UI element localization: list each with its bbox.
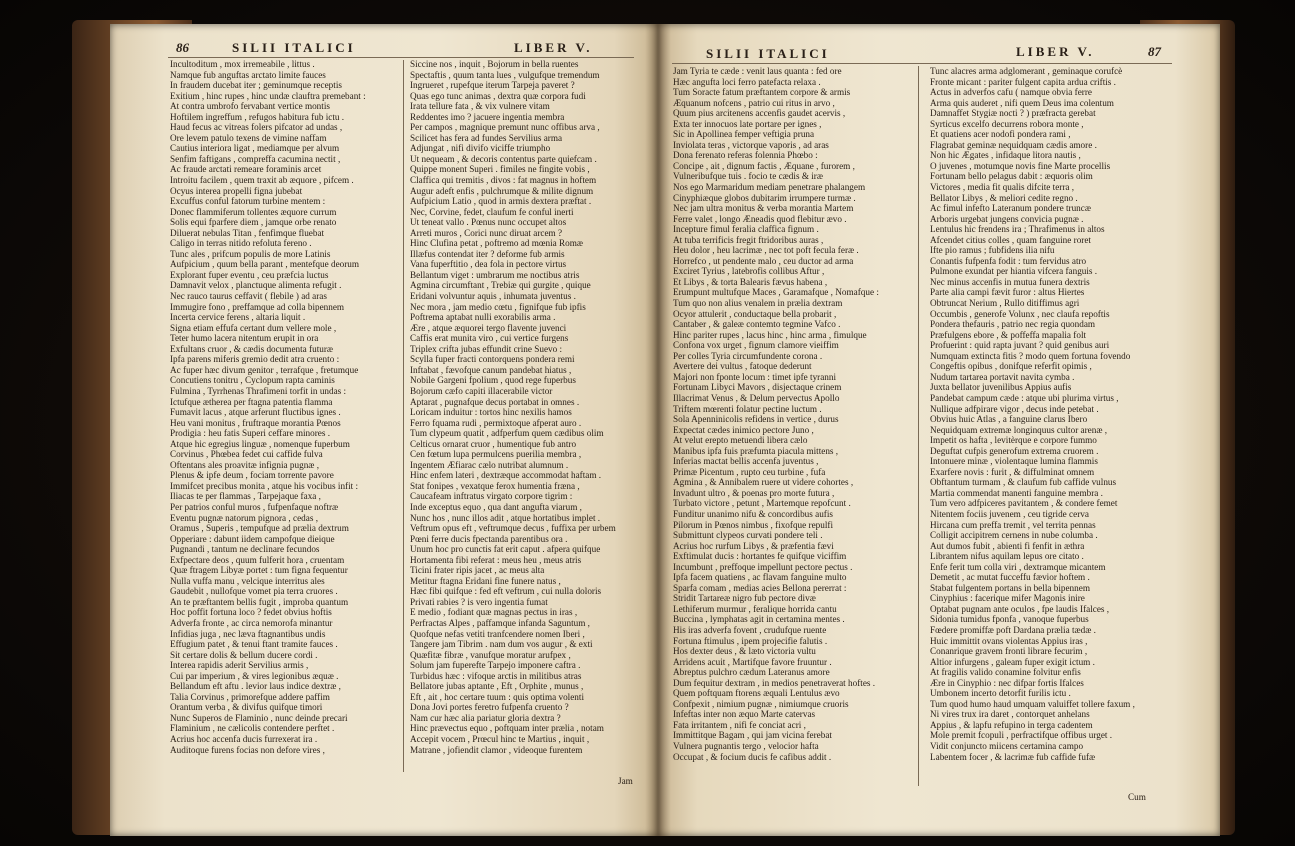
verse-line: Tum clypeum quatit , adfperfum quem cædibus olim	[410, 428, 604, 439]
left-page-number: 86	[176, 40, 189, 55]
right-catchword: Cum	[1128, 792, 1146, 802]
verse-line: Signa etiam effufa certant dum vellere mole ,	[170, 322, 337, 333]
verse-line: Mole premit fcopuli , perfractifque offibus urget .	[930, 730, 1113, 741]
verse-line: Occupat , & focium ducis fe cafibus addit .	[673, 751, 832, 762]
verse-line: Dum fequitur dextram , in medios penetraverat hoftes .	[673, 677, 876, 688]
verse-line: Ipfa parens miferis gremio dedit atra cruento :	[170, 354, 340, 365]
verse-line: Concipe , ait , dignum factis , Æquane , furorem ,	[673, 160, 855, 171]
verse-line: Nec, Corvine, fedet, claufum fe conful inerti	[410, 206, 574, 217]
verse-line: Enfe ferit tum colla viri , dextramque micantem	[930, 561, 1106, 572]
verse-line: Celticus ornarat cruor , humentique fub antro	[410, 438, 577, 449]
verse-line: Exftimulat ducis : hortantes fe quifque viciffim	[673, 551, 847, 562]
verse-line: Exarfere novis : furit , & diffulminat omnem	[930, 466, 1095, 477]
verse-line: Sic in Apollinea femper veftigia pruna	[673, 129, 815, 140]
verse-line: Cen fœtum lupa permulcens puerilia membra ,	[410, 449, 582, 460]
verse-line: Cantaber , & galeæ contemto tegmine Vafco .	[673, 319, 841, 330]
verse-line: Fronte micant : pariter fulgent capita ardua criftis .	[930, 76, 1116, 87]
verse-line: Auditoque furens focias non defore vires ,	[170, 744, 325, 755]
verse-line: Quippe monent Superi . fimiles ne fingite vobis ,	[410, 164, 590, 175]
verse-line: Et quatiens acer nodofi pondera rami ,	[930, 129, 1071, 140]
verse-line: Numquam extincta fitis ? modo quem fortuna fovendo	[930, 350, 1131, 361]
verse-line: Appius , & lapfu refupino in terga cadentem	[930, 719, 1093, 730]
verse-line: Pilorum in Pœnos nimbus , fixofque repulfi	[673, 519, 834, 530]
verse-line: At velut erepto metuendi libera cælo	[673, 435, 808, 446]
verse-line: Incumbunt , preffoque impellunt pectore pectus .	[673, 561, 853, 572]
verse-line: Ut teneat vallo . Pœnus nunc occupet altos	[410, 217, 567, 228]
verse-line: Tunc alacres arma adglomerant , geminaque corufcè	[930, 66, 1123, 76]
right-running-head-right: LIBER V.	[1016, 44, 1095, 59]
verse-line: Heu vani monitus , fruftraque morantia Pœnos	[170, 417, 341, 428]
verse-line: Buccina , lymphatas agit in certamina mentes .	[673, 614, 845, 625]
verse-line: Fœdere promiffæ poft Dardana prælia tædæ .	[930, 624, 1096, 635]
right-page-number: 87	[1148, 44, 1161, 59]
verse-line: Aut dumos fubit , abienti fi fenfit in æthra	[930, 540, 1085, 551]
verse-line: Quas ego tunc animas , dextra quæ corpora fudi	[410, 90, 586, 101]
verse-line: Quum pius arcitenens accenfis gaudet acervis ,	[673, 108, 846, 119]
verse-line: Primæ Picentum , rupto ceu turbine , fufa	[673, 466, 826, 477]
verse-line: Stabat fulgentem portans in bella bipennem	[930, 582, 1090, 593]
verse-line: Ut nequeam , & decoris contentus parte quiefcam .	[410, 153, 597, 164]
verse-line: Tum vero adfpiceres pavitantem , & condere femet	[930, 498, 1118, 509]
verse-line: Ære in Cinyphio : nec difpar fortis Ifalces	[930, 677, 1084, 688]
verse-line: Agmina , & Annibalem ruere ut videre cohortes ,	[673, 477, 854, 488]
verse-line: Pondera thefauris , patrio nec regia quondam	[930, 319, 1096, 330]
verse-line: Exta ter innocuos late portare per ignes ,	[673, 118, 822, 129]
verse-line: Nunc Superos de Flaminio , nunc deinde precari	[170, 712, 348, 723]
verse-line: Quæfitæ fibræ , vanufque moratur arufpex ,	[410, 649, 571, 660]
verse-line: Privati rabies ? is vero ingentia fumat	[410, 596, 548, 607]
verse-line: Nequidquam extremæ longinquus cultor arenæ ,	[930, 424, 1108, 435]
verse-line: Fumavit lacus , atque arferunt fluctibus ignes .	[170, 407, 341, 418]
verse-line: Caucafeam inftratus virgato corpore tigrim :	[410, 491, 573, 502]
verse-line: Eridani volvuntur aquis , inhumata juventus .	[410, 291, 576, 302]
verse-line: Intonuere minæ , violentaque lumina flammis	[930, 456, 1098, 467]
verse-line: Ipfa facem quatiens , ac flavam fanguine multo	[673, 572, 847, 583]
verse-line: Inde exceptus equo , qua dant angufta viarum ,	[410, 501, 582, 512]
verse-line: Oramus , Superis , tempufque ad prælia dextrum	[170, 523, 349, 534]
verse-line: Profuerint : quid rapta juvant ? quid genibus auri	[930, 340, 1110, 351]
verse-line: Lethiferum murmur , feralique horrida cantu	[673, 603, 837, 614]
verse-line: Heu dolor , heu lacrimæ , nec tot poft fecula feræ .	[673, 245, 859, 256]
verse-line: Talia Corvinus , primorefque addere paffim	[170, 691, 330, 702]
verse-line: Nec mora , jam medio cœtu , fignifque fub ipfis	[410, 301, 586, 312]
verse-line: Claffica qui tremitis , divos : fat magnus in hoftem	[410, 175, 597, 186]
verse-line: Metitur ftagna Eridani fine funere natus ,	[410, 575, 561, 586]
verse-line: Ictufque ætherea per ftagna patentia flamma	[170, 396, 333, 407]
verse-line: Quofque nefas vetiti tranfcendere nomen Iberi ,	[410, 628, 585, 639]
verse-line: Diluerat nebulas Titan , fenfimque fluebat	[170, 227, 325, 238]
verse-line: Accepit vocem , Prœcul hinc te Martius , inquit ,	[410, 734, 590, 744]
verse-line: Scylla fuper fracti contorquens pondera remi	[410, 354, 575, 365]
verse-line: Cinyphiæque globos dubitarim irrumpere turmæ .	[673, 192, 856, 203]
verse-line: His iras adverfa fovent , crudufque ruente	[673, 624, 827, 635]
verse-line: Aptarat , pugnafque decus portabat in omnes .	[410, 396, 580, 407]
verse-line: Nullique adfpirare vigor , decus inde petebat .	[930, 403, 1099, 414]
verse-line: Ingentem Æfiarac cælo nutribat alumnum .	[410, 459, 569, 470]
verse-line: Conanrique gravem fronti librare fecurim ,	[930, 646, 1088, 657]
verse-line: Labentem focer , & lacrimæ fub caffide fufæ	[930, 751, 1096, 762]
verse-line: Bellator Libys , & meliori cedite regno .	[930, 192, 1078, 203]
verse-line: Occumbis , generofe Volunx , nec claufa repoftis	[930, 308, 1110, 319]
verse-line: Matrane , jofiendit clamor , videoque furentem	[410, 744, 583, 755]
verse-line: Conantis fufpenfa fodit : tum fervidus atro	[930, 255, 1087, 266]
verse-line: Nunc hos , nunc illos adit , atque hortatibus implet .	[410, 512, 601, 523]
verse-line: Ocyus interea propelli figna jubebat	[170, 185, 303, 196]
verse-line: Stat fonipes , vexatque ferox humentia fræna ,	[410, 480, 580, 491]
verse-line: Agmina circumftant , Trebiæ qui gurgite , quique	[410, 280, 591, 291]
verse-line: Exciret Tyrius , latebrofis collibus Aftur ,	[673, 266, 825, 277]
verse-line: Triftem mœrenti folatur pectine luctum .	[673, 403, 822, 414]
verse-line: Adverfa fronte , ac circa nemorofa minantur	[170, 617, 333, 628]
verse-line: E medio , fodiant quæ magnas pectus in iras ,	[410, 607, 578, 618]
verse-line: Per patrios conful muros , fufpenfaque noftræ	[170, 501, 339, 512]
verse-line: Spectaftis , quum tanta lues , vulgufque tremendum	[410, 69, 600, 80]
verse-line: Eventu pugnæ natorum pignora , cedas ,	[170, 512, 318, 523]
verse-line: Senfim faftigans , compreffa cacumina nectit ,	[170, 153, 341, 164]
verse-line: Tunc ales , prifcum populis de more Latinis	[170, 248, 331, 259]
verse-line: Haud fecus ac vitreas folers pifcator ad undas ,	[170, 122, 343, 133]
verse-line: Jam Tyria te cæde : venit laus quanta : fed ore	[673, 66, 842, 76]
verse-line: Orantum verba , & divifus quifque timori	[170, 702, 323, 713]
verse-line: Flagrabat geminæ nequidquam cædis amore .	[930, 139, 1097, 150]
verse-line: Aufpicium , quum bella parant , mentefque deorum	[170, 259, 360, 270]
verse-line: Sidonia tumidus fponfa , vanoque fuperbus	[930, 614, 1089, 625]
verse-line: Gaudebit , nullofque vomet pia terra cruores .	[170, 586, 338, 597]
verse-line: Stridit Tartareæ nigro fub pectore divæ	[673, 593, 816, 604]
verse-line: Incepture fimul feralia claffica fignum .	[673, 224, 819, 235]
verse-line: Manibus ipfa fuis præfumta piacula mittens ,	[673, 445, 839, 456]
verse-line: Colligit accipitrem cernens in nube columba .	[930, 530, 1098, 541]
verse-line: Nos ego Marmaridum mediam penetrare phalangem	[673, 182, 866, 193]
verse-line: Augur adeft enfis , pulchrumque & milite dignum	[410, 185, 594, 196]
verse-line: In fraudem ducebat iter ; geminumque receptis	[170, 80, 342, 91]
verse-line: Actus in adverfos cafu ( namque obvia ferre	[930, 87, 1092, 98]
verse-line: Obvius huic Atlas , a fanguine clarus Ibero	[930, 414, 1088, 425]
verse-line: Præfulgens ebore , & poffeffa mapalia folt	[930, 329, 1087, 340]
verse-line: Afcendet citius colles , quam fanguine roret	[930, 234, 1091, 245]
verse-line: Submittunt clypeos curvati pondere teli .	[673, 530, 823, 541]
verse-line: Expectat cædes inimico pectore Juno ,	[673, 424, 814, 435]
verse-line: Poftrema aptabat nulli exorabilis arma .	[410, 312, 556, 323]
verse-line: Explorant fuper eventu , ceu præfcia luctus	[170, 269, 329, 280]
verse-line: Exfpectare deos , quum fulferit hora , cruentam	[170, 554, 345, 565]
verse-line: Quem poftquam ftorens æquali Lentulus ævo	[673, 688, 840, 699]
verse-line: An te præftantem bellis fugit , improba quantum	[170, 596, 349, 607]
verse-line: Teter humo lacera nitentum erupit in ora	[170, 333, 319, 344]
verse-line: Damnaffet Stygiæ nocti ? ) præfracta gerebat	[930, 108, 1096, 119]
verse-line: Non hic Ægates , infidaque litora nautis ,	[930, 150, 1081, 161]
verse-line: Perfractas Alpes , paffamque infanda Saguntum ,	[410, 617, 590, 628]
verse-line: Bellatore jubas aptante , Eft , Orphite , munus ,	[410, 681, 584, 692]
verse-line: Quæ ftragem Libyæ portet : tum figna fequentur	[170, 565, 348, 576]
verse-line: Vana fuperftitio , dea fola in pectore virtus	[410, 259, 567, 270]
verse-line: Dona ferenato referas folennia Phœbo :	[673, 150, 818, 161]
verse-line: Ifte pio ramus ; fubfidens ilia nifu	[930, 245, 1055, 256]
verse-line: Per campos , magnique premunt nunc offibus arva ,	[410, 122, 600, 133]
verse-line: Pœni ferre ducis fpectanda parentibus ora .	[410, 533, 568, 544]
verse-line: Confona vox urget , fignum clamore vieiffim	[673, 340, 839, 351]
verse-line: Vulnera pugnantis tergo , velocior hafta	[673, 741, 819, 751]
verse-line: Illæfus contendat iter ? deforme fub armis	[410, 248, 565, 259]
verse-line: Fata irritantem , nifi fe conciat acri ,	[673, 719, 806, 730]
verse-line: Fulmina , Tyrrhenas Thrafimeni torfit in undas :	[170, 385, 347, 396]
verse-line: Hinc enfem lateri , dextræque accommodat haftam .	[410, 470, 602, 481]
verse-line: Congeftis opibus , donifque referfit opimis ,	[930, 361, 1092, 372]
verse-line: Bellandum eft aftu . levior laus indice dextræ ,	[170, 681, 341, 692]
verse-line: Tum Soracte fatum præftantem corpore & armis	[673, 87, 851, 98]
verse-line: Concutiens tonitru , Cyclopum rapta caminis	[170, 375, 335, 386]
right-column-b	[930, 66, 1170, 762]
verse-line: Arboris urgebat jungens convicia pugnæ .	[930, 213, 1084, 224]
verse-line: Lentulus hic frendens ira ; Thrafimenus in altos	[930, 224, 1105, 235]
verse-line: Altior infurgens , galeam fuper exigit ictum .	[930, 656, 1095, 667]
verse-line: Hoc poffit fortuna loco ? fedet obvius hoftis	[170, 607, 332, 618]
verse-line: Ore levem patulo texens de vimine naffam	[170, 132, 327, 143]
verse-line: Turbato victore , petunt , Martemque repofcunt .	[673, 498, 851, 509]
verse-line: Iliacas te per flammas , Tarpejaque faxa ,	[170, 491, 321, 502]
verse-line: Oftentans ales proavitæ infignia pugnæ ,	[170, 459, 320, 470]
verse-line: Æquanum nofcens , patrio cui ritus in arvo ,	[673, 97, 835, 108]
verse-line: Fortunam bello pelagus dabit : æquoris olim	[930, 171, 1093, 182]
left-running-head-right: LIBER V.	[514, 40, 593, 55]
verse-line: Loricam induitur : tortos hinc nexilis hamos	[410, 407, 572, 418]
verse-line: Plenus & ipfe deum , fociam torrente pavore	[170, 470, 334, 481]
verse-line: Umbonem incerto detorfit furilis ictu .	[930, 688, 1071, 699]
verse-line: Incultoditum , mox irremeabile , littus .	[170, 59, 315, 69]
right-header-rule	[672, 63, 1172, 64]
verse-line: Nitentem fociis juvenem , ceu tigride cerva	[930, 508, 1089, 519]
verse-line: Hircana cum preffa tremit , vel territa pennas	[930, 519, 1096, 530]
verse-line: Immittitque Bagam , qui jam vicina ferebat	[673, 730, 832, 741]
verse-line: Pandebat campum cæde : atque ubi plurima virtus ,	[930, 392, 1119, 403]
verse-line: Ac fuper hæc divum genitor , terrafque , fretumque	[170, 364, 359, 375]
verse-line: Opperiare : dabunt iidem campofque dieique	[170, 533, 335, 544]
right-running-head-left: SILII ITALICI	[706, 46, 830, 61]
verse-line: Bojorum cæfo capiti illacerabile victor	[410, 385, 553, 396]
verse-line: Cautius interiora ligat , mediamque per alvum	[170, 143, 340, 154]
verse-line: Optabat pugnam ante oculos , fpe laudis Ifalces ,	[930, 603, 1110, 614]
verse-line: Nudum tartarea portavit navita cymba .	[930, 371, 1075, 382]
verse-line: Impetit os hafta , levitèrque e corpore fummo	[930, 435, 1097, 446]
verse-line: Inferias mactat bellis accenfa juventus ,	[673, 456, 819, 467]
left-column-b	[410, 59, 638, 755]
verse-line: Hinc pariter rupes , lacus hinc , hinc arma , fimulque	[673, 329, 867, 340]
verse-line: Ære , atque æquorei tergo flavente juvenci	[410, 322, 567, 333]
left-running-head-left: SILII ITALICI	[232, 40, 356, 55]
verse-line: Incerta cervice ferens , altaria liquit .	[170, 312, 306, 323]
verse-line: Syrticus excelfo decurrens robora monte ,	[930, 118, 1084, 129]
verse-line: Scilicet has fera ad fundes Servilius arma	[410, 132, 563, 143]
verse-line: Effugium patet , & tenui ftant tramite fauces .	[170, 639, 338, 650]
verse-line: Hæc fibi quifque : fed eft veftrum , cui nulla doloris	[410, 586, 602, 597]
verse-line: Cui par imperium , & vires legionibus æquæ .	[170, 670, 339, 681]
verse-line: Fortunam Libyci Mavors , disjectaque crinem	[673, 382, 842, 393]
verse-line: Inviolata teras , victorque vaporis , ad aras	[673, 139, 829, 150]
verse-line: Ferre valet , longo Æneadis quod flebitur ævo .	[673, 213, 847, 224]
verse-line: Solis equi fparfere diem , jamque orbe renato	[170, 217, 337, 228]
verse-line: Deguftat cufpis generofum extrema cruorem .	[930, 445, 1099, 456]
verse-line: Nec rauco taurus ceffavit ( flebile ) ad aras	[170, 291, 327, 302]
left-header-rule	[168, 57, 634, 58]
verse-line: Pugnandi , tantum ne declinare fecundos	[170, 544, 320, 555]
verse-line: Infidias juga , nec læva ftagnantibus undis	[170, 628, 326, 639]
verse-line: Inftabat , fævofque canum pandebat hiatus ,	[410, 364, 572, 375]
verse-line: Exfultans cruor , & cædis documenta futuræ	[170, 343, 334, 354]
verse-line: Et Libys , & torta Balearis fævus habena ,	[673, 276, 828, 287]
verse-line: Caligo in terras nitido refoluta fereno .	[170, 238, 312, 249]
verse-line: Arma quis auderet , nifi quem Deus ima colentum	[930, 97, 1114, 108]
verse-line: Bellantum viget : umbrarum me noctibus atris	[410, 269, 580, 280]
verse-line: Unum hoc pro cunctis fat erit caput . afpera quifque	[410, 544, 601, 555]
verse-line: Acrius hoc accenfa ducis furrexerat ira .	[170, 734, 318, 744]
verse-line: Namque fub anguftas arctato limite fauces	[170, 69, 326, 80]
verse-line: Atque hic egregius linguæ , nomenque fuperbum	[170, 438, 350, 449]
verse-line: Tum quo non alius venalem in prælia dextram	[673, 298, 843, 309]
left-column-a	[170, 59, 398, 755]
verse-line: Introitu facilem , quem traxit ab æquore , pifcem .	[170, 175, 354, 186]
verse-line: Caffis erat munita viro , cui vertice furgens	[410, 333, 569, 344]
verse-line: Obtruncat Nerium , Rullo ditiffimus agri	[930, 298, 1080, 309]
verse-line: Nec jam ultra monitus & verba morantia Martem	[673, 203, 854, 214]
verse-line: Flaminium , ne cælicolis contendere perftet .	[170, 723, 335, 734]
left-catchword: Jam	[618, 776, 633, 786]
verse-line: Vidit conjuncto miicens certamina campo	[930, 741, 1084, 751]
verse-line: Parte alia campi fævit furor : altus Hiertes	[930, 287, 1085, 298]
verse-line: Abreptus pulchro cædum Lateranus amore	[673, 667, 830, 678]
verse-line: Veftrum opus eft , veftrumque decus , fuffixa per urbem	[410, 523, 616, 534]
verse-line: Majori non fponte locum : timet ipfe tyranni	[673, 371, 837, 382]
verse-line: Avertere dei vultus , fatoque dederunt	[673, 361, 812, 372]
verse-line: Invadunt ultro , & poenas pro morte futura ,	[673, 487, 835, 498]
verse-line: Cinyphius : facerique mifer Magonis inire	[930, 593, 1085, 604]
verse-line: Librantem nifus aquilam lepus ore citato .	[930, 551, 1084, 562]
verse-line: At contra umbrofo fervabant vertice montis	[170, 101, 330, 112]
verse-line: Dona Jovi portes feretro fufpenfa cruento ?	[410, 702, 569, 713]
verse-line: Nulla vuffa manu , velcique interritus ales	[170, 575, 325, 586]
verse-line: Eft , ait , hoc certare tuum : quis optima volenti	[410, 691, 585, 702]
verse-line: Per colles Tyria circumfundente corona .	[673, 350, 823, 361]
verse-line: Tum quod humo haud umquam valuiffet tollere faxum ,	[930, 698, 1135, 709]
verse-line: Huic immittit ovans violentas Appius iras ,	[930, 635, 1088, 646]
verse-line: Damnavit velox , planctuque alimenta refugit .	[170, 280, 342, 291]
right-column-divider	[918, 66, 919, 786]
verse-line: Nam cur hæc alia pariatur gloria dextra ?	[410, 712, 561, 723]
verse-line: Demetit , ac mutat fucceffu fævior hoftem .	[930, 572, 1090, 583]
verse-line: Confpexit , nimium pugnæ , nimiumque cruoris	[673, 698, 849, 709]
verse-line: Horrefco , ut pendente malo , ceu ductor ad arma	[673, 255, 854, 266]
verse-line: Nobile Gargeni fpolium , quod rege fuperbus	[410, 375, 576, 386]
verse-line: Infeftas inter non æquo Marte catervas	[673, 709, 816, 720]
verse-line: Reddentes imo ? jacuere ingentia membra	[410, 111, 565, 122]
verse-line: Interea rapidis aderit Servilius armis ,	[170, 660, 309, 671]
verse-line: Juxta bellator juvenilibus Appius aufis	[930, 382, 1072, 393]
verse-line: Obftantum turmam , & claufum fub caffide vulnus	[930, 477, 1117, 488]
right-column-a	[673, 66, 913, 762]
verse-line: Martia commendat manenti fanguine membra .	[930, 487, 1103, 498]
left-column-divider	[403, 60, 404, 772]
verse-line: Arridens acuit , Martifque favore fruuntur .	[673, 656, 832, 667]
verse-line: Ferro fquama rudi , permixtoque afperat auro .	[410, 417, 582, 428]
verse-line: Turbidus hæc : vifoque arctis in militibus atras	[410, 670, 582, 681]
verse-line: Victores , media fit qualis difcite terra ,	[930, 182, 1075, 193]
verse-line: Sparfa comam , medias acies Bellona pererrat :	[673, 582, 847, 593]
verse-line: Acrius hoc rurfum Libys , & præfentia fævi	[673, 540, 834, 551]
verse-line: Adjungat , nifi divifo viciffe triumpho	[410, 143, 551, 154]
verse-line: O juvenes , motumque novis fine Marte procellis	[930, 160, 1111, 171]
verse-line: Vulneribufque tuis . focio te cædis & iræ	[673, 171, 823, 182]
verse-line: Ac fraude arctati remeare foraminis arcet	[170, 164, 322, 175]
verse-line: Ocyor attulerit , conductaque bella probarit ,	[673, 308, 837, 319]
verse-line: Hinc prævectus equo , poftquam inter prælia , notam	[410, 723, 604, 734]
verse-line: Hæc angufta loci ferro patefacta relaxa .	[673, 76, 821, 87]
verse-line: Illacrimat Venus , & Delum pervectus Apollo	[673, 392, 840, 403]
verse-line: Funditur unanimo nifu & concordibus aufis	[673, 508, 833, 519]
verse-line: Corvinus , Phœbea fedet cui caffide fulva	[170, 449, 323, 460]
verse-line: Irata tellure fata , & vix vulnere vitam	[410, 101, 550, 112]
verse-line: Donec flammiferum tollentes æquore currum	[170, 206, 337, 217]
verse-line: Hortamenta fibi referat : meus heu , meus atris	[410, 554, 582, 565]
verse-line: Fortuna ftimulus , ipem projecifie falutis .	[673, 635, 828, 646]
verse-line: Sit certare dolis & bellum ducere cordi .	[170, 649, 318, 660]
verse-line: Tangere jam Tibrim . nam dum vos augur , & exti	[410, 639, 593, 650]
book-gutter	[645, 24, 671, 836]
verse-line: At fragilis valido conamine folvitur enfis	[930, 667, 1081, 678]
verse-line: Prodigia : heu fatis Superi ceffare minores .	[170, 428, 331, 439]
verse-line: Ni vires trux ira daret , contorquet anhelans	[930, 709, 1090, 720]
verse-line: Pulmone exundat per hiantia vifcera fanguis .	[930, 266, 1098, 277]
verse-line: Triplex crifta jubas effundit crine Suevo :	[410, 343, 563, 354]
verse-line: Ticini frater ripis jacet , ac meus alta	[410, 565, 545, 576]
verse-line: Aufpicium Latio , quod in armis dextera præftat .	[410, 196, 592, 207]
verse-line: Immifcet precibus monita , atque his vocibus infit :	[170, 480, 359, 491]
verse-line: Exitium , hinc rupes , hinc undæ clauftra premebant :	[170, 90, 366, 101]
verse-line: Siccine nos , inquit , Bojorum in bella ruentes	[410, 59, 579, 69]
verse-line: Hos dexter deus , & læto victoria vultu	[673, 646, 816, 657]
verse-line: Ac fimul infefto Lateranum pondere truncæ	[930, 203, 1091, 214]
verse-line: Hoftilem ingreffum , refugos habitura fub ictu .	[170, 111, 345, 122]
verse-line: Erumpunt multufque Maces , Garamafque , Nomafque :	[673, 287, 879, 298]
verse-line: Solum jam fuperefte Tarpejo imponere caftra .	[410, 660, 581, 671]
verse-line: Arreti muros , Corici nunc diruat arcem ?	[410, 227, 563, 238]
verse-line: At tuba terrificis fregit ftridoribus auras ,	[673, 234, 824, 245]
verse-line: Sola Apenninicolis refidens in vertice , durus	[673, 414, 839, 425]
verse-line: Nec minus accenfis in mutua funera dextris	[930, 276, 1090, 287]
verse-line: Ingrueret , rupefque iterum Tarpeja paveret ?	[410, 80, 575, 91]
verse-line: Excuffus conful fatorum turbine mentem :	[170, 196, 326, 207]
verse-line: Immugire fono , preffamque ad colla bipennem	[170, 301, 345, 312]
verse-line: Hinc Clufina petat , poftremo ad mœnia Romæ	[410, 238, 583, 249]
